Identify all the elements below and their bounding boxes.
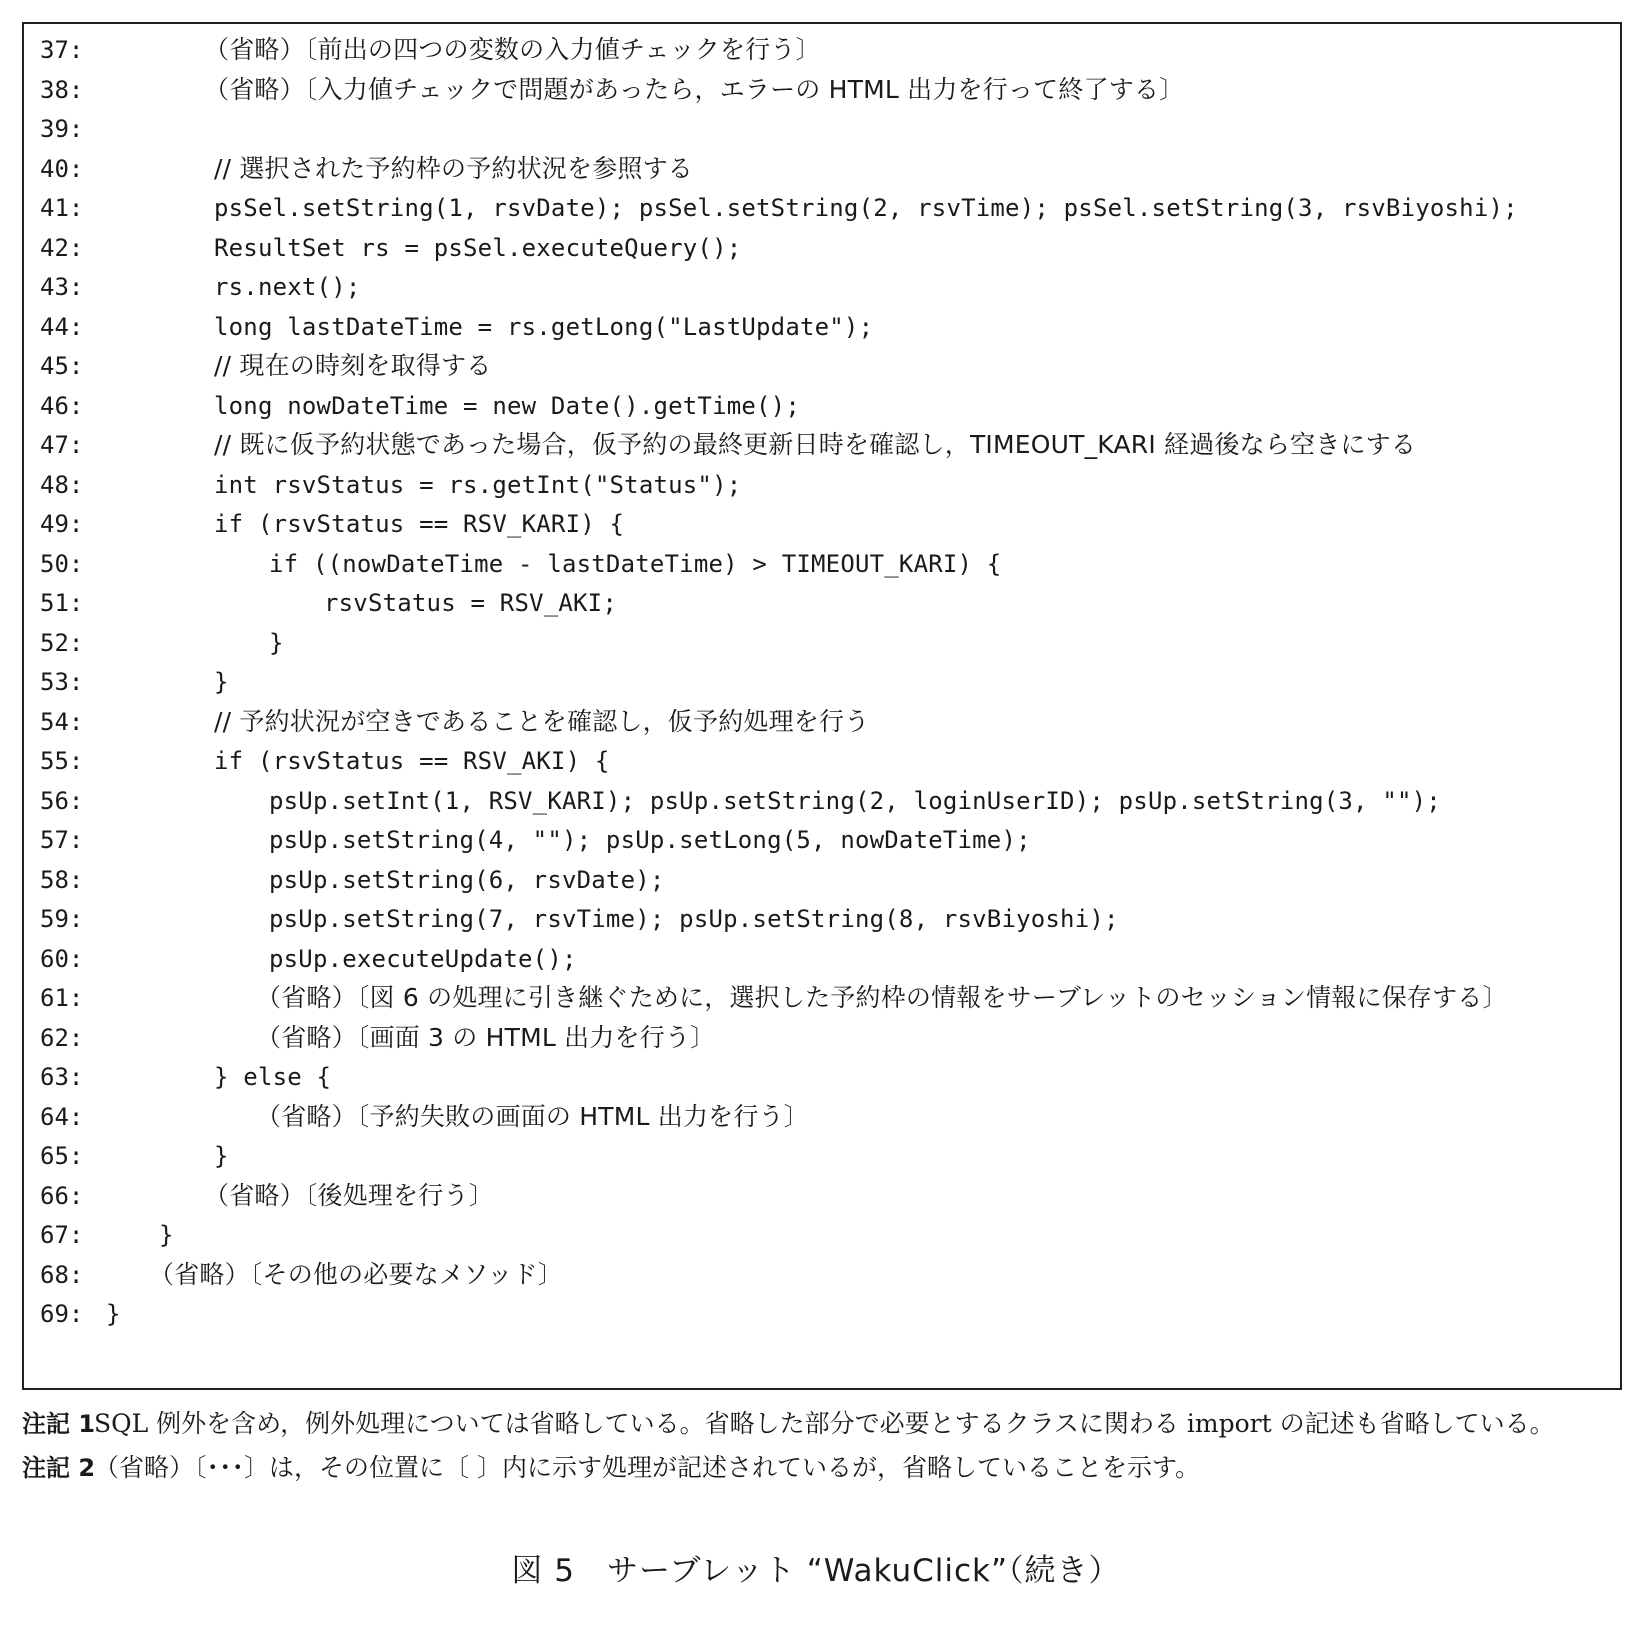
- line-number: 37:: [40, 36, 84, 64]
- code-line: [24, 544, 1620, 584]
- line-code: psSel.setString(1, rsvDate); psSel.setString(2, rsvTime); psSel.setString(3, rsvBiyoshi);: [214, 194, 1518, 222]
- line-number: 65:: [40, 1142, 84, 1170]
- line-number: 47:: [40, 431, 84, 459]
- line-number: 48:: [40, 470, 84, 499]
- code-line: [24, 781, 1620, 821]
- line-number: 43:: [40, 273, 84, 301]
- line-code: }: [106, 1300, 121, 1328]
- note-1-label: 注記 1: [22, 1410, 96, 1438]
- line-number: 59:: [40, 905, 84, 933]
- line-code: } else {: [214, 1063, 332, 1091]
- code-line: [24, 504, 1620, 544]
- note-1-text: SQL 例外を含め，例外処理については省略している。省略した部分で必要とするクラスに関わる import の記述も省略している。: [94, 1409, 1555, 1438]
- line-code: // 既に仮予約状態であった場合，仮予約の最終更新日時を確認し，TIMEOUT_KARI 経過後なら空きにする: [214, 430, 1417, 459]
- line-number: 40:: [40, 154, 84, 183]
- line-number: 52:: [40, 628, 84, 657]
- code-listing-box: [22, 22, 1622, 1390]
- line-code: long nowDateTime = new Date().getTime();: [214, 391, 800, 420]
- line-number: 61:: [40, 984, 84, 1012]
- code-line: [24, 978, 1620, 1018]
- line-number: 53:: [40, 668, 84, 696]
- line-code: （省略）〔図 6 の処理に引き継ぐために，選択した予約枠の情報をサーブレットのセッション情報に保存する〕: [256, 983, 1508, 1012]
- code-line: [24, 1018, 1620, 1058]
- line-code: }: [214, 668, 229, 696]
- code-line: [24, 109, 1620, 149]
- line-number: 41:: [40, 194, 84, 222]
- code-line: [24, 386, 1620, 426]
- line-code: rs.next();: [214, 273, 361, 301]
- line-number: 49:: [40, 510, 84, 538]
- line-number: 56:: [40, 786, 84, 815]
- line-number: 50:: [40, 549, 84, 578]
- line-code: // 選択された予約枠の予約状況を参照する: [214, 153, 693, 183]
- code-line: [24, 899, 1620, 939]
- line-code: rsvStatus = RSV_AKI;: [324, 589, 617, 617]
- line-code: psUp.setString(4, ""); psUp.setLong(5, nowDateTime);: [269, 826, 1031, 854]
- code-line: [24, 465, 1620, 505]
- line-number: 51:: [40, 589, 84, 617]
- note-1: [22, 1402, 1622, 1446]
- note-2-text: （省略）〔･･･〕は，その位置に〔 〕内に示す処理が記述されているが，省略していることを示す。: [94, 1453, 1200, 1482]
- line-number: 55:: [40, 747, 84, 775]
- code-line: [24, 425, 1620, 465]
- line-number: 69:: [40, 1300, 84, 1328]
- line-code: （省略）〔画面 3 の HTML 出力を行う〕: [256, 1022, 716, 1052]
- code-line: [24, 939, 1620, 979]
- code-line: [24, 267, 1620, 307]
- line-number: 68:: [40, 1260, 84, 1289]
- code-line: [24, 1057, 1620, 1097]
- code-line: [24, 860, 1620, 900]
- line-number: 54:: [40, 707, 84, 736]
- line-number: 66:: [40, 1181, 84, 1210]
- line-code: }: [159, 1221, 174, 1249]
- line-number: 42:: [40, 233, 84, 262]
- code-line: [24, 149, 1620, 189]
- code-line: [24, 346, 1620, 386]
- line-number: 57:: [40, 826, 84, 854]
- code-line: [24, 662, 1620, 702]
- code-line: [24, 1215, 1620, 1255]
- line-code: ResultSet rs = psSel.executeQuery();: [214, 233, 742, 262]
- line-code: if ((nowDateTime - lastDateTime) > TIMEOUT_KARI) {: [269, 549, 1002, 578]
- line-code: long lastDateTime = rs.getLong("LastUpdate");: [214, 312, 874, 341]
- line-number: 62:: [40, 1023, 84, 1052]
- line-code: if (rsvStatus == RSV_KARI) {: [214, 510, 625, 538]
- line-code: if (rsvStatus == RSV_AKI) {: [214, 747, 610, 775]
- code-line: [24, 30, 1620, 70]
- line-code: psUp.setInt(1, RSV_KARI); psUp.setString(2, loginUserID); psUp.setString(3, "");: [269, 786, 1441, 815]
- line-number: 38:: [40, 75, 84, 104]
- line-code: （省略）〔入力値チェックで問題があったら，エラーの HTML 出力を行って終了する〕: [204, 74, 1185, 104]
- line-code: （省略）〔予約失敗の画面の HTML 出力を行う〕: [256, 1101, 809, 1131]
- line-number: 64:: [40, 1102, 84, 1131]
- line-number: 60:: [40, 944, 84, 973]
- note-2: [22, 1446, 1622, 1490]
- notes-section: [22, 1402, 1622, 1490]
- line-code: }: [214, 1142, 229, 1170]
- code-line: [24, 1097, 1620, 1137]
- code-line: [24, 307, 1620, 347]
- code-line: [24, 228, 1620, 268]
- code-line: [24, 1176, 1620, 1216]
- line-code: （省略）〔その他の必要なメソッド〕: [149, 1259, 563, 1289]
- figure-caption: 図 5 サーブレット “WakuClick”（続き）: [511, 1553, 1121, 1589]
- code-line: [24, 1255, 1620, 1295]
- line-code: int rsvStatus = rs.getInt("Status");: [214, 470, 742, 499]
- line-number: 39:: [40, 115, 84, 143]
- code-line: [24, 188, 1620, 228]
- note-2-label: 注記 2: [22, 1454, 96, 1482]
- code-line: [24, 820, 1620, 860]
- line-number: 58:: [40, 865, 84, 894]
- line-number: 67:: [40, 1221, 84, 1249]
- line-code: // 予約状況が空きであることを確認し，仮予約処理を行う: [214, 706, 870, 736]
- line-code: // 現在の時刻を取得する: [214, 351, 492, 380]
- line-code: （省略）〔前出の四つの変数の入力値チェックを行う〕: [204, 35, 821, 64]
- code-line: [24, 702, 1620, 742]
- line-number: 63:: [40, 1063, 84, 1091]
- code-line: [24, 70, 1620, 110]
- line-number: 45:: [40, 352, 84, 380]
- line-number: 44:: [40, 312, 84, 341]
- line-code: psUp.executeUpdate();: [269, 944, 577, 973]
- line-code: （省略）〔後処理を行う〕: [204, 1180, 494, 1210]
- line-code: psUp.setString(6, rsvDate);: [269, 865, 665, 894]
- code-line: [24, 623, 1620, 663]
- line-number: 46:: [40, 391, 84, 420]
- code-line: [24, 741, 1620, 781]
- code-line: [24, 1294, 1620, 1334]
- line-code: psUp.setString(7, rsvTime); psUp.setString(8, rsvBiyoshi);: [269, 905, 1119, 933]
- line-code: }: [269, 628, 284, 657]
- code-line: [24, 1136, 1620, 1176]
- code-line: [24, 583, 1620, 623]
